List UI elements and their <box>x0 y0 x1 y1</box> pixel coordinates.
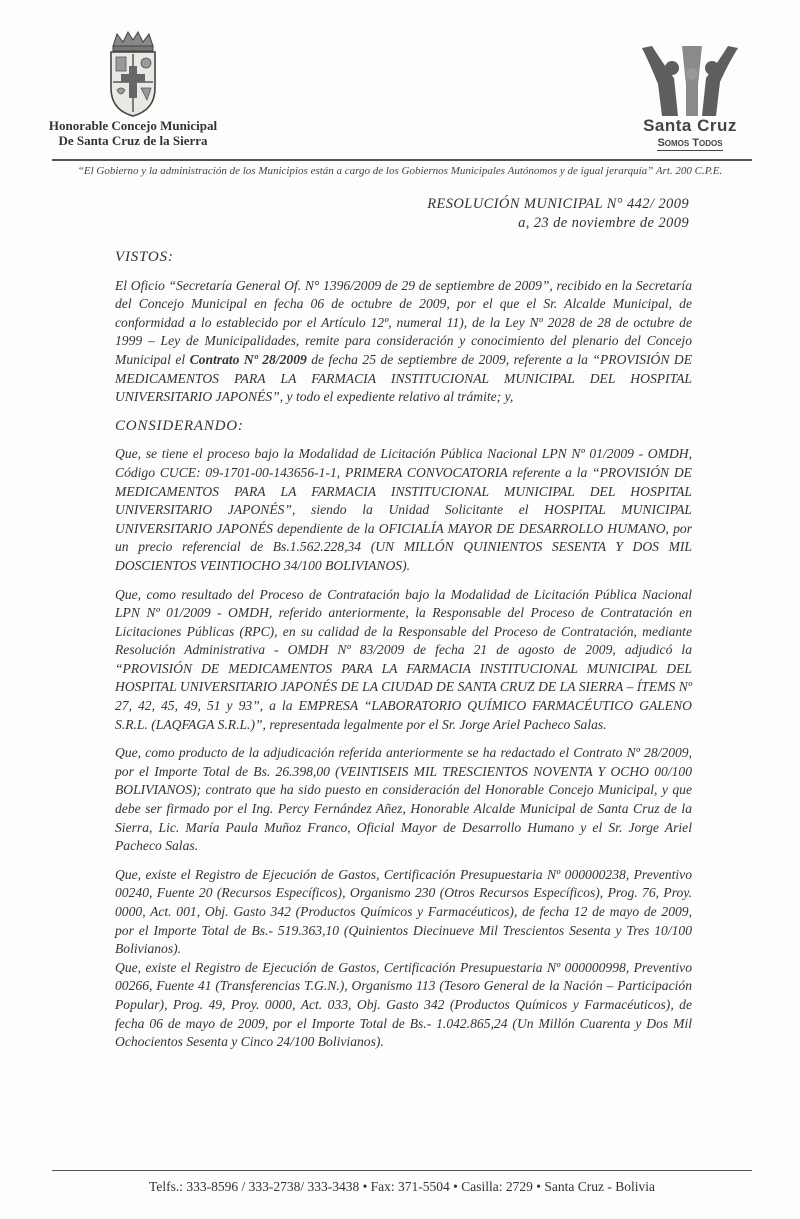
vistos-text-b: de fecha 25 de septiembre de 2009, referente a la “PROVISIÓN DE MEDICAMENTOS PARA LA FARMACIA INSTITUCIONAL MUNICIPAL DEL HOSPITAL UNIVERSITARIO JAPONÉS”, y todo el expediente relativo al trámite; y, <box>115 351 693 405</box>
santa-cruz-logo <box>620 44 760 154</box>
brand-tagline-text: Somos Todos <box>657 137 723 149</box>
people-raising-arms-icon <box>628 44 752 116</box>
considerando-paragraph-5: Que, existe el Registro de Ejecución de Gastos, Certificación Presupuestaria Nº 000000998, Preventivo 00266, Fuente 41 (Transferencias T.G.N.), Organismo 113 (Tesoro General de la Nación – Participación Popular), Prog. 49, Proy. 0000, Act. 033, Obj. Gasto 342 (Productos Químicos y Farmacéuticos), de fecha 06 de mayo de 2009, por el Importe Total de Bs.- 1.042.865,24 (Un Millón Cuarenta y Dos Mil Ochocientos Sesenta y Cinco 24/100 Bolivianos). <box>115 959 692 1050</box>
considerando-paragraph-2: Que, como resultado del Proceso de Contratación bajo la Modalidad de Licitación Pública Nacional LPN Nº 01/2009 - OMDH, referido anteriormente, la Responsable del Proceso de Contratación en Licitaciones Públicas (RPC), en su calidad de la Responsable del Proceso de Contratación, mediante Resolución Administrativa - OMDH Nº 83/2009 de fecha 21 de agosto de 2009, adjudicó la “PROVISIÓN DE MEDICAMENTOS PARA LA FARMACIA INSTITUCIONAL MUNICIPAL DEL HOSPITAL UNIVERSITARIO JAPONÉS DE LA CIUDAD DE SANTA CRUZ DE LA SIERRA – ÍTEMS Nº 27, 42, 45, 49, 51 y 93”, a la EMPRESA “LABORATORIO QUÍMICO FARMACÉUTICO GALENO S.R.L. (LAQFAGA S.R.L.)”, representada legalmente por el Sr. Jorge Ariel Pacheco Salas. <box>115 586 692 732</box>
considerando-paragraph-1: Que, se tiene el proceso bajo la Modalidad de Licitación Pública Nacional LPN Nº 01/2009 - OMDH, Código CUCE: 09-1701-00-143656-1-1, PRIMERA CONVOCATORIA referente a la “PROVISIÓN DE MEDICAMENTOS PARA LA FARMACIA INSTITUCIONAL MUNICIPAL DEL HOSPITAL UNIVERSITARIO JAPONÉS”, siendo la Unidad Solicitante el HOSPITAL MUNICIPAL UNIVERSITARIO JAPONÉS dependiente de la OFICIALÍA MAYOR DE DESARROLLO HUMANO, por un precio referencial de Bs.1.562.228,34 (UN MILLÓN QUINIENTOS SESENTA Y DOS MIL DOSCIENTOS VEINTIOCHO 34/100 BOLIVIANOS). <box>115 446 692 573</box>
vistos-text-a: El Oficio “Secretaría General Of. N° 1396/2009 de 29 de septiembre de 2009”, recibido en la Secretaría del Concejo Municipal en fecha 06 de octubre de 2009, por el que el Sr. Alcalde Municipal, de conformidad a lo establecido por el Artículo 12º, numeral 11), de la Ley Nº 2028 de 28 de octubre de 1999 – Ley de Municipalidades, remite para consideración y conocimiento del plenario del Concejo Municipal el <box>115 277 692 367</box>
vistos-heading: VISTOS: <box>115 249 174 265</box>
footer-contact: Telfs.: 333-8596 / 333-2738/ 333-3438 • Fax: 371-5504 • Casilla: 2729 • Santa Cruz - Bolivia <box>149 1179 655 1194</box>
resolution-body <box>115 248 692 1062</box>
resolution-header <box>427 195 689 233</box>
council-name-line1: Honorable Concejo Municipal <box>48 118 218 133</box>
brand-name: Santa Cruz <box>643 116 737 135</box>
considerando-paragraph-3: Que, como producto de la adjudicación referida anteriormente se ha redactado el Contrato Nº 28/2009, por el Importe Total de Bs. 26.398,00 (VEINTISEIS MIL TRESCIENTOS NOVENTA Y OCHO 00/100 BOLIVIANOS); contrato que ha sido puesto en consideración del Honorable Concejo Municipal, y que debe ser firmado por el Ing. Percy Fernández Añez, Honorable Alcalde Municipal de Santa Cruz de la Sierra, Lic. María Paula Muñoz Franco, Oficial Mayor de Desarrollo Humano y el Sr. Jorge Ariel Pacheco Salas. <box>115 745 692 854</box>
vistos-paragraph <box>115 277 692 407</box>
vistos-contract: Contrato Nº 28/2009 <box>189 351 307 367</box>
considerando-heading: CONSIDERANDO: <box>115 417 244 434</box>
constitution-quote: “El Gobierno y la administración de los Municipios están a cargo de los Gobiernos Municipales Autónomos y de igual jerarquía” Art. 200 C.P.E. <box>77 165 723 177</box>
resolution-number: RESOLUCIÓN MUNICIPAL N° 442/ 2009 <box>427 196 689 212</box>
header-divider <box>52 159 752 161</box>
considerando-paragraph-4: Que, existe el Registro de Ejecución de Gastos, Certificación Presupuestaria Nº 000000238, Preventivo 00240, Fuente 20 (Recursos Específicos), Organismo 230 (Otros Recursos Específicos), Prog. 76, Proy. 0000, Act. 001, Obj. Gasto 342 (Productos Químicos y Farmacéuticos), de fecha 12 de mayo de 2009, por el Importe Total de Bs.- 519.363,10 (Quinientos Diecinueve Mil Trescientos Sesenta y Tres 10/100 Bolivianos). <box>115 866 692 957</box>
council-name-line2: De Santa Cruz de la Sierra <box>58 133 208 148</box>
brand-tagline <box>620 137 760 149</box>
council-name <box>30 118 236 148</box>
resolution-date: a, 23 de noviembre de 2009 <box>518 215 689 231</box>
coat-of-arms-icon <box>107 30 159 118</box>
footer-divider <box>52 1170 752 1171</box>
